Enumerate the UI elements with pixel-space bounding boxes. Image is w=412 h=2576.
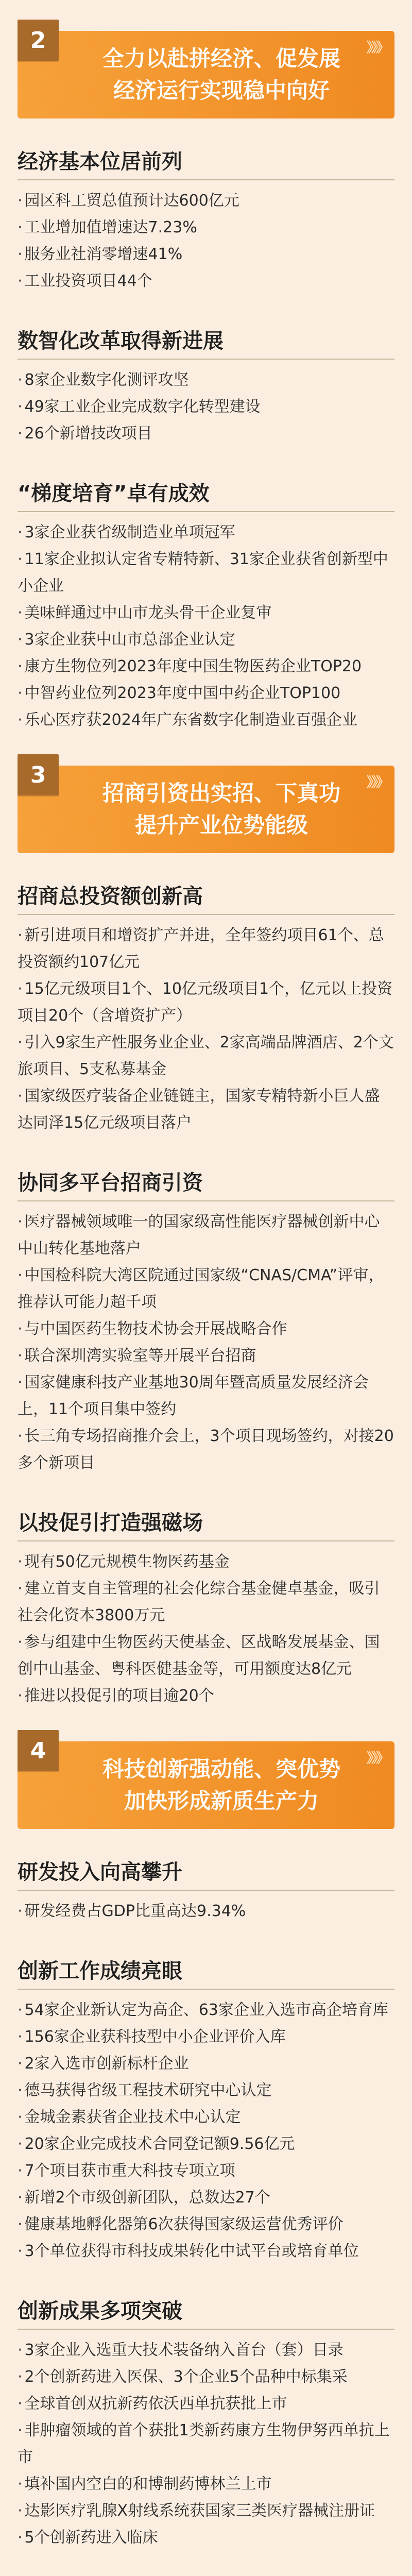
list-item (18, 2391, 394, 2417)
list-item-text: 7个项目获市重大科技专项立项 (24, 2162, 235, 2180)
list-item-text: 工业增加值增速达7.23% (24, 218, 197, 236)
list-item (18, 1549, 394, 1575)
section-rd (18, 1858, 394, 1925)
list-item-text: 德马获得省级工程技术研究中心认定 (24, 2081, 272, 2099)
list-item-text: 工业投资项目44个 (24, 272, 152, 290)
bullet-icon: · (18, 1347, 23, 1365)
bullet-icon: · (18, 2341, 23, 2359)
list-item (18, 2131, 394, 2158)
section-innov (18, 1957, 394, 2265)
list-item (18, 241, 394, 268)
bullet-icon: · (18, 1266, 23, 1284)
list-item (18, 1423, 394, 1477)
list-item (18, 2337, 394, 2364)
list-item-text: 引入9家生产性服务业企业、2家高端品牌酒店、2个文旅项目、5支私募基金 (18, 1033, 394, 1078)
bullet-icon: · (18, 1213, 23, 1231)
list-item (18, 1369, 394, 1423)
bullet-icon: · (18, 550, 23, 568)
list-item (18, 1262, 394, 1316)
section-subtitle: 研发投入向高攀升 (18, 1858, 394, 1891)
list-item-text: 建立首支自主管理的社会化综合基金健卓基金，吸引社会化资本3800万元 (18, 1580, 380, 1624)
banner-title: 全力以赴拼经济、促发展 经济运行实现稳中向好 (102, 46, 340, 103)
list-item (18, 268, 394, 295)
list-item-text: 推进以投促引的项目逾20个 (24, 1687, 214, 1705)
bullet-icon: · (18, 398, 23, 416)
bullet-icon: · (18, 425, 23, 443)
bullet-icon: · (18, 2081, 23, 2099)
bullet-icon: · (18, 1033, 23, 1052)
list-item-text: 3家企业获省级制造业单项冠军 (24, 523, 235, 541)
list-item-text: 填补国内空白的和博制药博林兰上市 (24, 2475, 272, 2493)
bullet-icon: · (18, 1320, 23, 1338)
list-item-text: 现有50亿元规模生物医药基金 (24, 1553, 230, 1571)
list-item (18, 394, 394, 420)
list-item-text: 医疗器械领域唯一的国家级高性能医疗器械创新中心中山转化基地落户 (18, 1213, 380, 1258)
list-item-text: 8家企业数字化测评攻坚 (24, 371, 189, 389)
list-item (18, 2364, 394, 2391)
list-item (18, 1629, 394, 1683)
list-item-text: 3家企业入选重大技术装备纳入首台（套）目录 (24, 2341, 344, 2359)
list-item-text: 研发经费占GDP比重高达9.34% (24, 1902, 246, 1920)
list-item (18, 1083, 394, 1137)
list-item (18, 2077, 394, 2104)
list-item (18, 1997, 394, 2024)
list-item-text: 2家入选市创新标杆企业 (24, 2055, 189, 2073)
bullet-icon: · (18, 272, 23, 290)
list-item (18, 1898, 394, 1925)
chevron-decor-icon: 》》》 (366, 1751, 387, 1766)
list-item-text: 54家企业新认定为高企、63家企业入选市高企培育库 (24, 2001, 388, 2019)
bullet-icon: · (18, 523, 23, 541)
section-subtitle: 经济基本位居前列 (18, 147, 394, 180)
section-number: 4 (18, 1730, 59, 1771)
bullet-icon: · (18, 2162, 23, 2180)
bullet-icon: · (18, 2028, 23, 2046)
bullet-icon: · (18, 2055, 23, 2073)
chevron-decor-icon: 》》》 (366, 775, 387, 790)
bullet-icon: · (18, 192, 23, 210)
bullet-icon: · (18, 604, 23, 622)
bullet-icon: · (18, 1633, 23, 1651)
section-econ (18, 147, 394, 295)
list-item (18, 188, 394, 214)
bullet-icon: · (18, 1687, 23, 1705)
list-item-text: 园区科工贸总值预计达600亿元 (24, 192, 239, 210)
list-item (18, 367, 394, 394)
list-item-text: 中国检科院大湾区院通过国家级“CNAS/CMA”评审，推荐认可能力超千项 (18, 1266, 384, 1311)
list-item-text: 3个单位获得市科技成果转化中试平台或培育单位 (24, 2242, 359, 2260)
list-item (18, 2050, 394, 2077)
section-subtitle: 创新成果多项突破 (18, 2297, 394, 2330)
bullet-icon: · (18, 684, 23, 702)
list-item-text: 全球首创双抗新药依沃西单抗获批上市 (24, 2395, 287, 2413)
list-item (18, 2158, 394, 2184)
list-item (18, 600, 394, 626)
list-item-text: 新增2个市级创新团队，总数达27个 (24, 2189, 270, 2207)
list-item-text: 联合深圳湾实验室等开展平台招商 (24, 1347, 256, 1365)
list-item (18, 707, 394, 734)
bullet-icon: · (18, 926, 23, 944)
section-number: 2 (18, 20, 59, 61)
list-item-text: 达影医疗乳腺X射线系统获国家三类医疗器械注册证 (24, 2502, 375, 2520)
bullet-icon: · (18, 371, 23, 389)
section-fund (18, 1509, 394, 1709)
section-subtitle: 数智化改革取得新进展 (18, 327, 394, 360)
bullet-icon: · (18, 2135, 23, 2153)
section-ladder (18, 479, 394, 734)
list-item-text: 15亿元级项目1个、10亿元级项目1个，亿元以上投资项目20个（含增资扩产） (18, 980, 393, 1025)
list-item-text: 49家工业企业完成数字化转型建设 (24, 398, 261, 416)
section-invest (18, 882, 394, 1137)
bullet-icon: · (18, 218, 23, 236)
section-banner-economy (18, 27, 394, 118)
list-item-text: 健康基地孵化器第6次获得国家级运营优秀评价 (24, 2215, 344, 2233)
list-item (18, 1683, 394, 1709)
list-item (18, 2184, 394, 2211)
list-item-text: 金城金素获省企业技术中心认定 (24, 2108, 241, 2126)
section-number: 3 (18, 754, 59, 795)
list-item (18, 2417, 394, 2471)
list-item (18, 1575, 394, 1629)
list-item (18, 2024, 394, 2050)
bullet-icon: · (18, 1087, 23, 1105)
list-item (18, 1209, 394, 1262)
list-item (18, 1029, 394, 1083)
list-item-text: 2个创新药进入医保、3个企业5个品种中标集采 (24, 2368, 348, 2386)
bullet-icon: · (18, 2001, 23, 2019)
bullet-icon: · (18, 2395, 23, 2413)
bullet-icon: · (18, 1902, 23, 1920)
list-item (18, 976, 394, 1029)
bullet-icon: · (18, 657, 23, 675)
banner-title: 招商引资出实招、下真功 提升产业位势能级 (102, 781, 340, 838)
list-item-text: 参与组建中生物医药天使基金、区战略发展基金、国创中山基金、粤科医健基金等，可用额度达8亿元 (18, 1633, 380, 1678)
list-item-text: 11家企业拟认定省专精特新、31家企业获省创新型中小企业 (18, 550, 388, 595)
section-subtitle: 以投促引打造强磁场 (18, 1509, 394, 1541)
list-item-text: 国家级医疗装备企业链链主，国家专精特新小巨人盛达同泽15亿元级项目落户 (18, 1087, 380, 1132)
list-item-text: 服务业社消零增速41% (24, 245, 183, 263)
section-subtitle: 协同多平台招商引资 (18, 1168, 394, 1201)
list-item (18, 1343, 394, 1369)
bullet-icon: · (18, 1427, 23, 1445)
list-item-text: 与中国医药生物技术协会开展战略合作 (24, 1320, 287, 1338)
list-item-text: 美味鲜通过中山市龙头骨干企业复审 (24, 604, 272, 622)
list-item-text: 26个新增技改项目 (24, 425, 152, 443)
bullet-icon: · (18, 980, 23, 998)
list-item (18, 2471, 394, 2498)
section-digital (18, 327, 394, 447)
section-banner-innovation (18, 1737, 394, 1829)
section-subtitle: 招商总投资额创新高 (18, 882, 394, 915)
list-item-text: 中智药业位列2023年度中国中药企业TOP100 (24, 684, 341, 702)
list-item-text: 新引进项目和增资扩产并进，全年签约项目61个、总投资额约107亿元 (18, 926, 384, 971)
list-item (18, 214, 394, 241)
list-item (18, 653, 394, 680)
section-results (18, 2297, 394, 2551)
section-subtitle: “梯度培育”卓有成效 (18, 479, 394, 512)
bullet-icon: · (18, 2502, 23, 2520)
bullet-icon: · (18, 631, 23, 649)
list-item-text: 康方生物位列2023年度中国生物医药企业TOP20 (24, 657, 362, 675)
bullet-icon: · (18, 2189, 23, 2207)
list-item (18, 2104, 394, 2131)
list-item-text: 非肿瘤领域的首个获批1类新药康方生物伊努西单抗上市 (18, 2421, 390, 2466)
chevron-decor-icon: 》》》 (366, 40, 387, 56)
bullet-icon: · (18, 2421, 23, 2439)
list-item-text: 5个创新药进入临床 (24, 2529, 158, 2547)
bullet-icon: · (18, 2475, 23, 2493)
list-item-text: 156家企业获科技型中小企业评价入库 (24, 2028, 286, 2046)
list-item (18, 1316, 394, 1343)
bullet-icon: · (18, 1553, 23, 1571)
section-subtitle: 创新工作成绩亮眼 (18, 1957, 394, 1990)
list-item (18, 680, 394, 707)
bullet-icon: · (18, 245, 23, 263)
list-item (18, 420, 394, 447)
list-item (18, 546, 394, 600)
list-item-text: 国家健康科技产业基地30周年暨高质量发展经济会上，11个项目集中签约 (18, 1374, 369, 1418)
section-banner-investment (18, 761, 394, 853)
bullet-icon: · (18, 1580, 23, 1598)
list-item (18, 2211, 394, 2238)
list-item (18, 922, 394, 976)
list-item-text: 乐心医疗获2024年广东省数字化制造业百强企业 (24, 711, 357, 729)
bullet-icon: · (18, 1374, 23, 1392)
bullet-icon: · (18, 711, 23, 729)
bullet-icon: · (18, 2108, 23, 2126)
list-item-text: 长三角专场招商推介会上，3个项目现场签约，对接20多个新项目 (18, 1427, 394, 1472)
list-item-text: 20家企业完成技术合同登记额9.56亿元 (24, 2135, 295, 2153)
bullet-icon: · (18, 2529, 23, 2547)
list-item (18, 2498, 394, 2524)
bullet-icon: · (18, 2368, 23, 2386)
list-item-text: 3家企业获中山市总部企业认定 (24, 631, 235, 649)
list-item (18, 2238, 394, 2265)
list-item (18, 2524, 394, 2551)
section-platform (18, 1168, 394, 1477)
bullet-icon: · (18, 2242, 23, 2260)
list-item (18, 519, 394, 546)
bullet-icon: · (18, 2215, 23, 2233)
banner-title: 科技创新强动能、突优势 加快形成新质生产力 (102, 1756, 340, 1814)
list-item (18, 626, 394, 653)
